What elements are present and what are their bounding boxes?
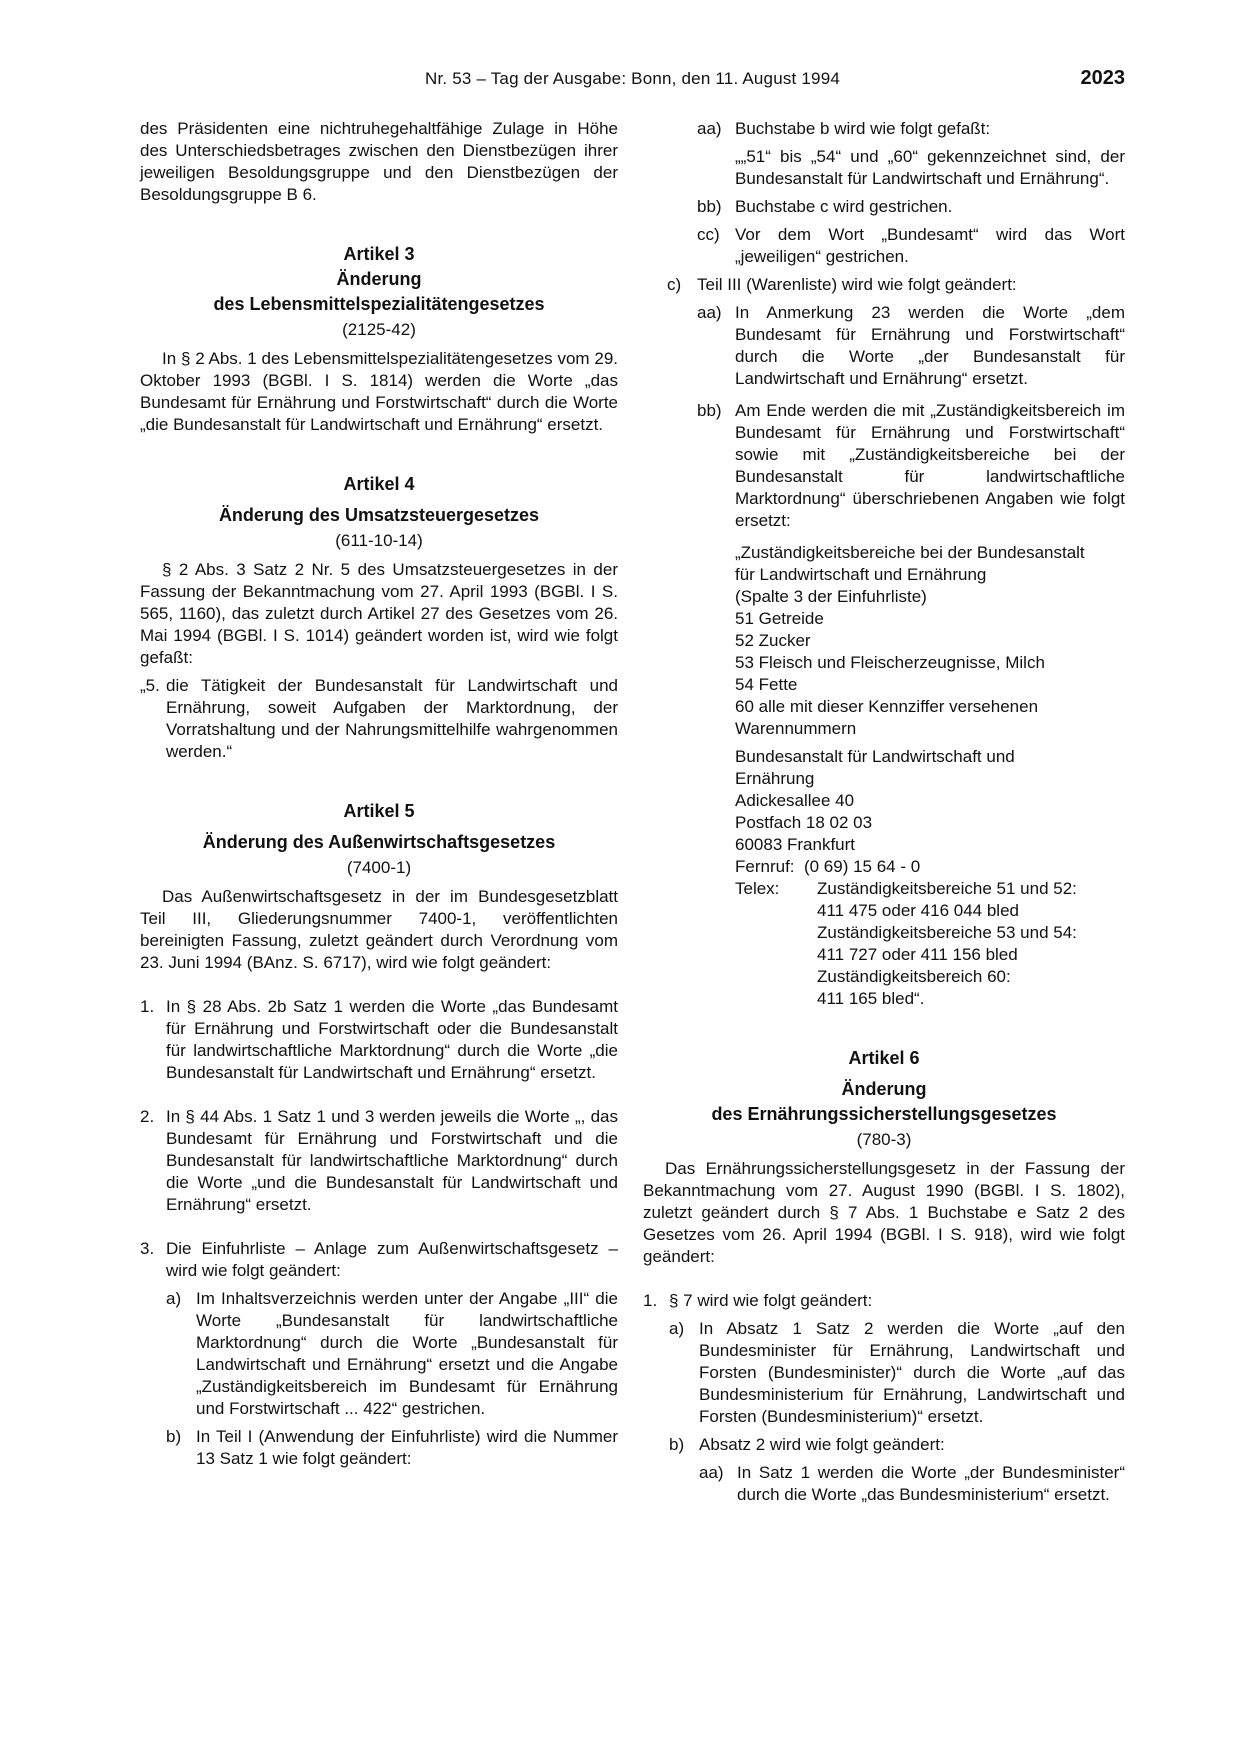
article-4-title: Artikel 4 bbox=[343, 474, 415, 494]
article-3-heading-2: des Lebensmittelspezialitätengesetzes bbox=[213, 294, 545, 314]
article-5-item-1 bbox=[140, 996, 618, 1084]
sub-label: b) bbox=[166, 1427, 182, 1446]
page-header bbox=[140, 68, 1125, 98]
article-5-text: Das Außenwirtschaftsgesetz in der im Bundesgesetzblatt Teil III, Gliederungsnummer 7400-1, veröffentlichten bereinigten Fassung, zuletzt geändert durch Verordnung vom 23. Juni 1994 (BAnz. S. 6717), wird wie folgt geändert: bbox=[140, 887, 618, 972]
sub-label: cc) bbox=[697, 225, 720, 244]
right-column bbox=[643, 118, 1125, 1506]
subitem-c bbox=[667, 274, 1125, 296]
sub-label: aa) bbox=[697, 303, 722, 322]
sub-text: Am Ende werden die mit „Zuständigkeitsbereich im Bundesamt für Ernährung und Forstwirtschaft“ sowie mit „Zuständigkeitsbereiche bei der Bundesanstalt für landwirtschaftliche Marktordnung“ überschriebenen Angaben wie folgt ersetzt: bbox=[735, 401, 1125, 530]
sub-text: In Teil I (Anwendung der Einfuhrliste) wird die Nummer 13 Satz 1 wie folgt geändert: bbox=[196, 1427, 618, 1468]
article-5-item-3 bbox=[140, 1238, 618, 1470]
article-6-title: Artikel 6 bbox=[848, 1048, 920, 1068]
sub-label: bb) bbox=[697, 401, 722, 420]
sub-label: c) bbox=[667, 275, 682, 294]
sub-text: In Satz 1 werden die Worte „der Bundesminister“ durch die Worte „das Bundesministerium“ ersetzt. bbox=[737, 1463, 1125, 1504]
subitem-bb-1 bbox=[697, 196, 1125, 218]
address-line: Ernährung bbox=[735, 769, 815, 788]
sub-label: a) bbox=[166, 1289, 182, 1308]
list-line: für Landwirtschaft und Ernährung bbox=[735, 565, 987, 584]
article-5-title: Artikel 5 bbox=[343, 801, 415, 821]
subitem-aa-2 bbox=[697, 302, 1125, 390]
article-4-text: § 2 Abs. 3 Satz 2 Nr. 5 des Umsatzsteuergesetzes in der Fassung der Bekanntmachung vom 27. April 1993 (BGBl. I S. 565, 1160), das zuletzt durch Artikel 27 des Gesetzes vom 26. Mai 1994 (BGBl. I S. 1014) geändert worden ist, wird wie folgt gefaßt: bbox=[140, 560, 618, 667]
subitem-aa-1 bbox=[697, 118, 1125, 140]
address-line: Fernruf: (0 69) 15 64 - 0 bbox=[735, 857, 921, 876]
telex-line: Zuständigkeitsbereich 60: bbox=[817, 967, 1011, 986]
sub-text: Vor dem Wort „Bundesamt“ wird das Wort „jeweiligen“ gestrichen. bbox=[735, 225, 1125, 266]
sub-text: Buchstabe c wird gestrichen. bbox=[735, 197, 953, 216]
telex-line: 411 165 bled“. bbox=[817, 989, 925, 1008]
running-head: Nr. 53 – Tag der Ausgabe: Bonn, den 11. August 1994 bbox=[424, 69, 841, 88]
item-label: 1. bbox=[140, 997, 155, 1016]
article-5-number: (7400-1) bbox=[346, 858, 412, 877]
article-5-heading: Änderung des Außenwirtschaftsgesetzes bbox=[202, 832, 556, 852]
article-6-heading-2: des Ernährungssicherstellungsgesetzes bbox=[711, 1104, 1057, 1124]
sub-text: In Absatz 1 Satz 2 werden die Worte „auf den Bundesminister für Ernährung, Landwirtschaft und Forsten (Bundesminister)“ durch die Worte „auf das Bundesministerium für Ernährung, Landwirtschaft und Forsten (Bundesministerium)“ ersetzt. bbox=[699, 1319, 1125, 1426]
sub-label: aa) bbox=[697, 119, 722, 138]
article-6-heading-1: Änderung bbox=[841, 1079, 927, 1099]
quote-label: „5. bbox=[140, 676, 160, 695]
sub-label: b) bbox=[669, 1435, 685, 1454]
article-5-item-2 bbox=[140, 1106, 618, 1216]
sub-label: a) bbox=[669, 1319, 685, 1338]
sub-label: bb) bbox=[697, 197, 722, 216]
article-6-item-1a bbox=[669, 1318, 1125, 1428]
sub-label: aa) bbox=[699, 1463, 724, 1482]
list-line: (Spalte 3 der Einfuhrliste) bbox=[735, 587, 927, 606]
item-text: § 7 wird wie folgt geändert: bbox=[669, 1291, 873, 1310]
article-6-item-1b bbox=[669, 1434, 1125, 1506]
article-5-item-3a bbox=[166, 1288, 618, 1420]
article-6-item-1b-aa bbox=[699, 1462, 1125, 1506]
article-6-item-1 bbox=[643, 1290, 1125, 1506]
sub-text: Absatz 2 wird wie folgt geändert: bbox=[699, 1435, 945, 1454]
address-line: Adickesallee 40 bbox=[735, 791, 855, 810]
article-4-quote bbox=[140, 675, 618, 763]
item-text: Die Einfuhrliste – Anlage zum Außenwirtschaftsgesetz – wird wie folgt geändert: bbox=[166, 1239, 618, 1280]
item-text: In § 44 Abs. 1 Satz 1 und 3 werden jeweils die Worte „, das Bundesamt für Ernährung und Forstwirtschaft und die Bundesanstalt für landwirtschaftliche Marktordnung“ durch die Worte „und die Bundesanstalt für Landwirtschaft und Ernährung“ ersetzt. bbox=[166, 1107, 618, 1214]
sub-text: Teil III (Warenliste) wird wie folgt geändert: bbox=[697, 275, 1017, 294]
list-line: 60 alle mit dieser Kennziffer versehenen bbox=[735, 697, 1039, 716]
address-line: Postfach 18 02 03 bbox=[735, 813, 873, 832]
intro-paragraph: des Präsidenten eine nichtruhegehaltfähige Zulage in Höhe des Unterschiedsbetrages zwischen den Dienstbezügen ihrer jeweiligen Besoldungsgruppe und den Dienstbezügen der Besoldungsgruppe B 6. bbox=[140, 119, 618, 204]
article-6-text: Das Ernährungssicherstellungsgesetz in der Fassung der Bekanntmachung vom 27. August 1990 (BGBl. I S. 1802), zuletzt geändert durch § 7 Abs. 1 Buchstabe e Satz 2 des Gesetzes vom 26. April 1994 (BGBl. I S. 918), wird wie folgt geändert: bbox=[643, 1159, 1125, 1266]
telex-line: Zuständigkeitsbereiche 53 und 54: bbox=[817, 923, 1077, 942]
page-number: 2023 bbox=[1080, 67, 1125, 89]
article-3-text: In § 2 Abs. 1 des Lebensmittelspezialitätengesetzes vom 29. Oktober 1993 (BGBl. I S. 1814) werden die Worte „das Bundesamt für Ernährung und Forstwirtschaft“ durch die Worte „die Bundesanstalt für Landwirtschaft und Ernährung“ ersetzt. bbox=[140, 349, 618, 434]
telex-block bbox=[735, 878, 1125, 1010]
sub-text: Im Inhaltsverzeichnis werden unter der Angabe „III“ die Worte „Bundesanstalt für landwirtschaftliche Marktordnung“ durch die Worte „Bundesanstalt für Landwirtschaft und Ernährung“ ersetzt und die Angabe „Zuständigkeitsbereich im Bundesamt für Ernährung und Forstwirtschaft ... 422“ gestrichen. bbox=[196, 1289, 618, 1418]
list-line: 51 Getreide bbox=[735, 609, 824, 628]
quote-text: die Tätigkeit der Bundesanstalt für Landwirtschaft und Ernährung, soweit Aufgaben der Marktordnung, der Vorratshaltung und der Nahrungsmittelhilfe wahrgenommen werden.“ bbox=[166, 676, 618, 761]
telex-line: Zuständigkeitsbereiche 51 und 52: bbox=[817, 879, 1077, 898]
sub-text: Buchstabe b wird wie folgt gefaßt: bbox=[735, 119, 991, 138]
list-line: 52 Zucker bbox=[735, 631, 811, 650]
left-column bbox=[140, 118, 618, 1470]
subitem-bb-2 bbox=[697, 400, 1125, 532]
article-3-title: Artikel 3 bbox=[343, 244, 415, 264]
item-label: 1. bbox=[643, 1291, 658, 1310]
sub-text: In Anmerkung 23 werden die Worte „dem Bundesamt für Ernährung und Forstwirtschaft“ durch die Worte „der Bundesanstalt für Landwirtschaft und Ernährung“ ersetzt. bbox=[735, 303, 1125, 388]
article-3-heading-1: Änderung bbox=[336, 269, 422, 289]
telex-line: 411 475 oder 416 044 bled bbox=[817, 901, 1019, 920]
telex-line: 411 727 oder 411 156 bled bbox=[817, 945, 1018, 964]
article-4-heading: Änderung des Umsatzsteuergesetzes bbox=[218, 505, 540, 525]
address-line: Bundesanstalt für Landwirtschaft und bbox=[735, 747, 1015, 766]
article-4-number: (611-10-14) bbox=[335, 531, 423, 550]
article-6-number: (780-3) bbox=[856, 1130, 912, 1149]
subitem-aa-1-quote: „„51“ bis „54“ und „60“ gekennzeichnet sind, der Bundesanstalt für Landwirtschaft und Ernährung“. bbox=[735, 147, 1125, 188]
zustaendigkeit-list bbox=[697, 542, 1125, 1010]
list-line: Warennummern bbox=[735, 719, 857, 738]
list-line: 53 Fleisch und Fleischerzeugnisse, Milch bbox=[735, 653, 1045, 672]
article-3-number: (2125-42) bbox=[342, 320, 416, 339]
item-text: In § 28 Abs. 2b Satz 1 werden die Worte „das Bundesamt für Ernährung und Forstwirtschaft oder die Bundesanstalt für landwirtschaftliche Marktordnung“ durch die Worte „die Bundesanstalt für Landwirtschaft und Ernährung“ ersetzt. bbox=[166, 997, 618, 1082]
subitem-cc-1 bbox=[697, 224, 1125, 268]
telex-label: Telex: bbox=[735, 879, 780, 898]
item-label: 2. bbox=[140, 1107, 155, 1126]
list-line: 54 Fette bbox=[735, 675, 798, 694]
article-5-item-3b bbox=[166, 1426, 618, 1470]
list-line: „Zuständigkeitsbereiche bei der Bundesanstalt bbox=[735, 543, 1085, 562]
item-label: 3. bbox=[140, 1239, 155, 1258]
address-line: 60083 Frankfurt bbox=[735, 835, 856, 854]
